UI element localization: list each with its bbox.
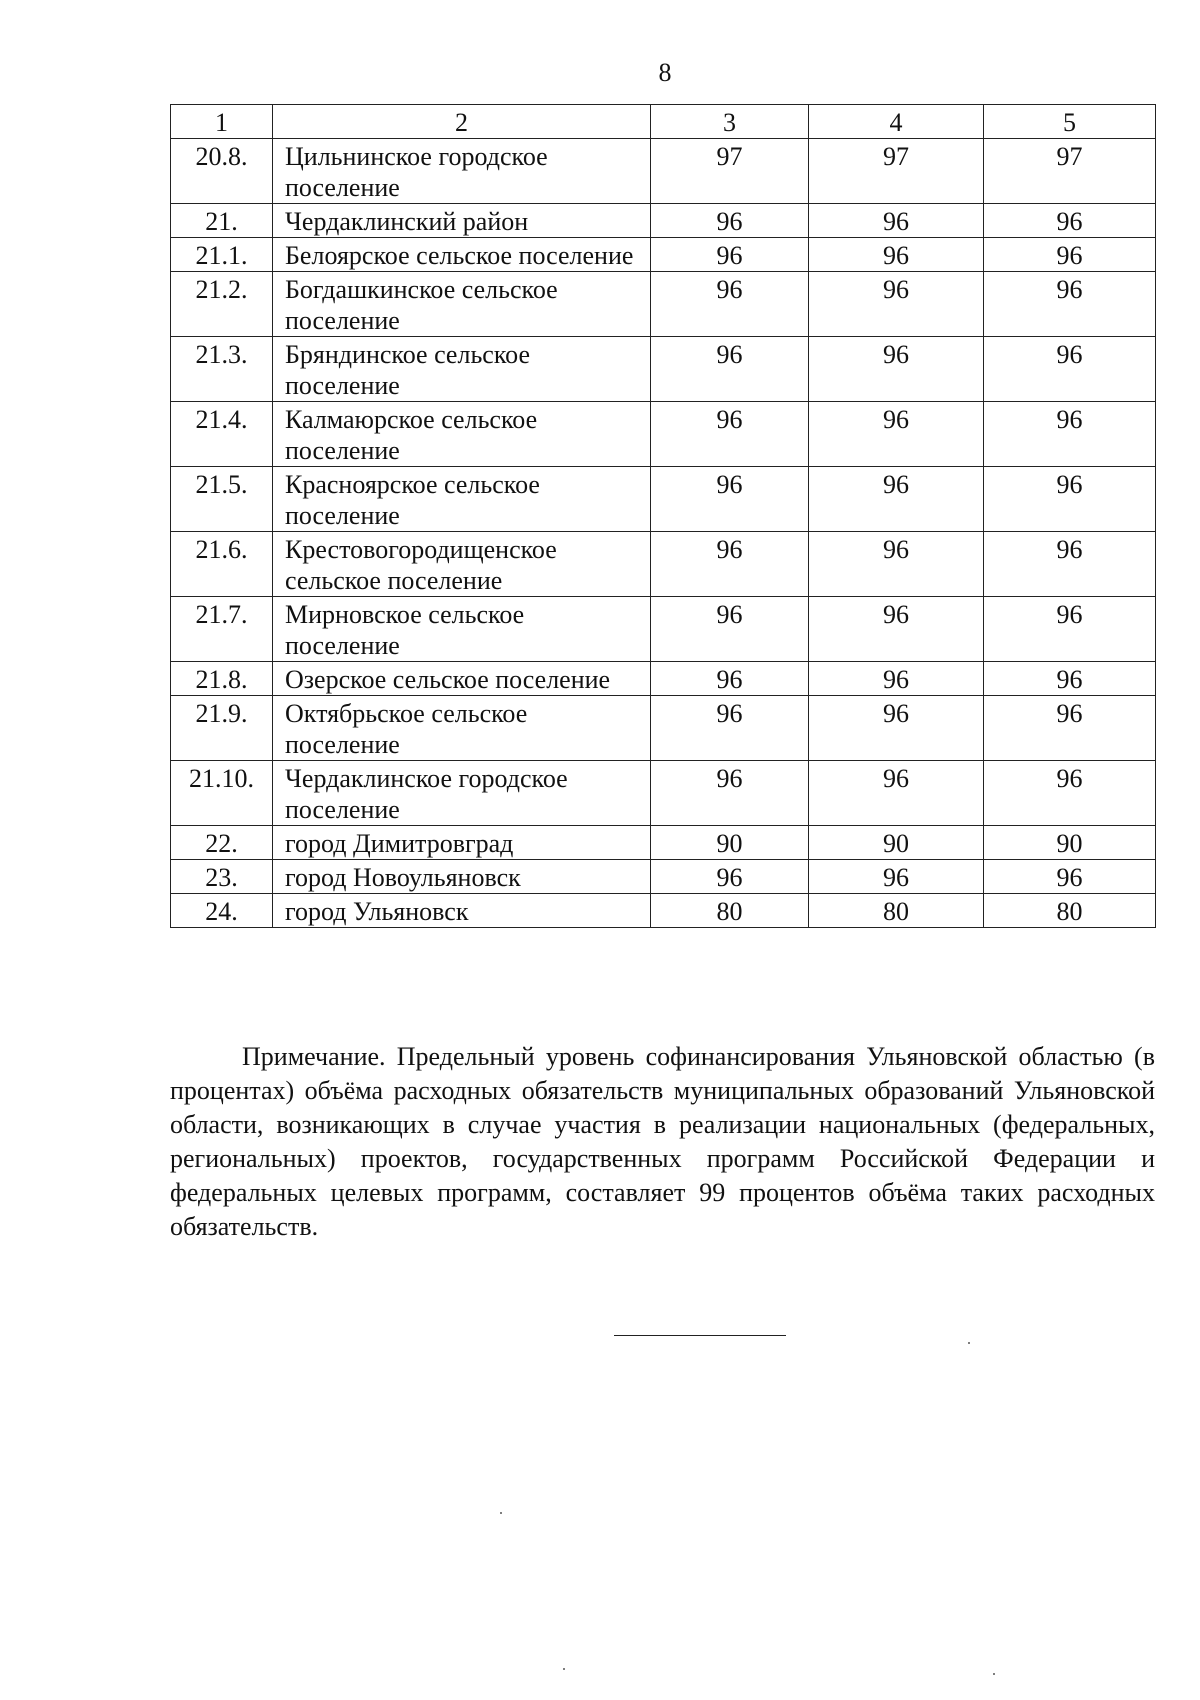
row-number-cell: 21.6. [171, 532, 273, 597]
end-divider-line [614, 1335, 786, 1336]
row-name-cell: Богдашкинское сельское поселение [273, 272, 651, 337]
row-value-col5-cell: 96 [984, 860, 1156, 894]
row-value-col5-cell: 96 [984, 662, 1156, 696]
page-number: 8 [658, 58, 672, 87]
table-row [171, 139, 1156, 204]
row-value-col3-cell: 80 [651, 894, 809, 928]
header-cell-3: 3 [651, 105, 809, 139]
row-value-col5-cell: 90 [984, 826, 1156, 860]
row-number-cell: 21.8. [171, 662, 273, 696]
row-name-cell: Октябрьское сельское поселение [273, 696, 651, 761]
row-number-cell: 21.1. [171, 238, 273, 272]
row-value-col5-cell: 96 [984, 204, 1156, 238]
row-name-cell: Белоярское сельское поселение [273, 238, 651, 272]
row-value-col5-cell: 96 [984, 532, 1156, 597]
table-body [171, 105, 1156, 928]
header-cell-5: 5 [984, 105, 1156, 139]
row-number-cell: 20.8. [171, 139, 273, 204]
row-value-col4-cell: 96 [809, 467, 984, 532]
row-number-cell: 21.5. [171, 467, 273, 532]
row-name-cell: Бряндинское сельское поселение [273, 337, 651, 402]
row-value-col5-cell: 97 [984, 139, 1156, 204]
row-number-cell: 24. [171, 894, 273, 928]
row-value-col3-cell: 96 [651, 597, 809, 662]
row-value-col4-cell: 96 [809, 272, 984, 337]
row-number-cell: 23. [171, 860, 273, 894]
table-row [171, 532, 1156, 597]
row-value-col4-cell: 96 [809, 696, 984, 761]
row-value-col4-cell: 96 [809, 337, 984, 402]
table-row [171, 402, 1156, 467]
row-value-col3-cell: 90 [651, 826, 809, 860]
row-value-col5-cell: 96 [984, 238, 1156, 272]
row-value-col3-cell: 97 [651, 139, 809, 204]
table-row [171, 272, 1156, 337]
row-value-col3-cell: 96 [651, 662, 809, 696]
row-value-col3-cell: 96 [651, 337, 809, 402]
header-cell-1: 1 [171, 105, 273, 139]
row-value-col4-cell: 96 [809, 238, 984, 272]
table-row [171, 467, 1156, 532]
table-row [171, 860, 1156, 894]
row-name-cell: Мирновское сельское поселение [273, 597, 651, 662]
row-number-cell: 21.4. [171, 402, 273, 467]
row-value-col4-cell: 96 [809, 532, 984, 597]
row-number-cell: 21.3. [171, 337, 273, 402]
scan-speck [993, 1673, 995, 1675]
row-value-col4-cell: 96 [809, 402, 984, 467]
row-number-cell: 21.7. [171, 597, 273, 662]
note-paragraph: Примечание. Предельный уровень софинансирования Ульяновской областью (в процентах) объёма расходных обязательств муниципальных образований Ульяновской области, возникающих в случае участия в реализации национальных (федеральных, региональных) проектов, государственных программ Российской Федерации и федеральных целевых программ, составляет 99 процентов объёма таких расходных обязательств. [170, 1042, 1155, 1241]
table-header-row [171, 105, 1156, 139]
row-value-col3-cell: 96 [651, 696, 809, 761]
row-name-cell: Озерское сельское поселение [273, 662, 651, 696]
row-name-cell: город Новоульяновск [273, 860, 651, 894]
row-name-cell: Цильнинское городское поселение [273, 139, 651, 204]
row-name-cell: город Димитровград [273, 826, 651, 860]
row-number-cell: 21.2. [171, 272, 273, 337]
row-value-col5-cell: 96 [984, 597, 1156, 662]
row-value-col3-cell: 96 [651, 467, 809, 532]
table-row [171, 696, 1156, 761]
row-number-cell: 21. [171, 204, 273, 238]
table-row [171, 238, 1156, 272]
table-row [171, 662, 1156, 696]
row-name-cell: Крестовогородищенское сельское поселение [273, 532, 651, 597]
row-value-col3-cell: 96 [651, 238, 809, 272]
row-value-col5-cell: 96 [984, 696, 1156, 761]
row-name-cell: Красноярское сельское поселение [273, 467, 651, 532]
row-value-col5-cell: 96 [984, 761, 1156, 826]
row-value-col4-cell: 96 [809, 761, 984, 826]
row-value-col3-cell: 96 [651, 532, 809, 597]
header-cell-4: 4 [809, 105, 984, 139]
row-value-col3-cell: 96 [651, 761, 809, 826]
table-row [171, 597, 1156, 662]
row-name-cell: Калмаюрское сельское поселение [273, 402, 651, 467]
row-name-cell: Чердаклинский район [273, 204, 651, 238]
row-value-col4-cell: 90 [809, 826, 984, 860]
row-value-col4-cell: 96 [809, 204, 984, 238]
row-value-col4-cell: 80 [809, 894, 984, 928]
table-row [171, 894, 1156, 928]
row-name-cell: город Ульяновск [273, 894, 651, 928]
table-row [171, 204, 1156, 238]
row-value-col3-cell: 96 [651, 204, 809, 238]
row-value-col5-cell: 80 [984, 894, 1156, 928]
row-value-col5-cell: 96 [984, 402, 1156, 467]
table-row [171, 826, 1156, 860]
row-number-cell: 22. [171, 826, 273, 860]
scan-speck [968, 1342, 970, 1344]
table-row [171, 761, 1156, 826]
row-value-col5-cell: 96 [984, 272, 1156, 337]
row-value-col4-cell: 97 [809, 139, 984, 204]
row-value-col5-cell: 96 [984, 467, 1156, 532]
row-value-col4-cell: 96 [809, 662, 984, 696]
row-value-col3-cell: 96 [651, 272, 809, 337]
data-table [170, 104, 1156, 928]
row-number-cell: 21.9. [171, 696, 273, 761]
scan-speck [563, 1668, 565, 1670]
table-row [171, 337, 1156, 402]
scan-speck [500, 1512, 502, 1514]
row-value-col4-cell: 96 [809, 860, 984, 894]
row-name-cell: Чердаклинское городское поселение [273, 761, 651, 826]
row-value-col3-cell: 96 [651, 402, 809, 467]
row-value-col4-cell: 96 [809, 597, 984, 662]
header-cell-2: 2 [273, 105, 651, 139]
row-value-col3-cell: 96 [651, 860, 809, 894]
row-number-cell: 21.10. [171, 761, 273, 826]
row-value-col5-cell: 96 [984, 337, 1156, 402]
